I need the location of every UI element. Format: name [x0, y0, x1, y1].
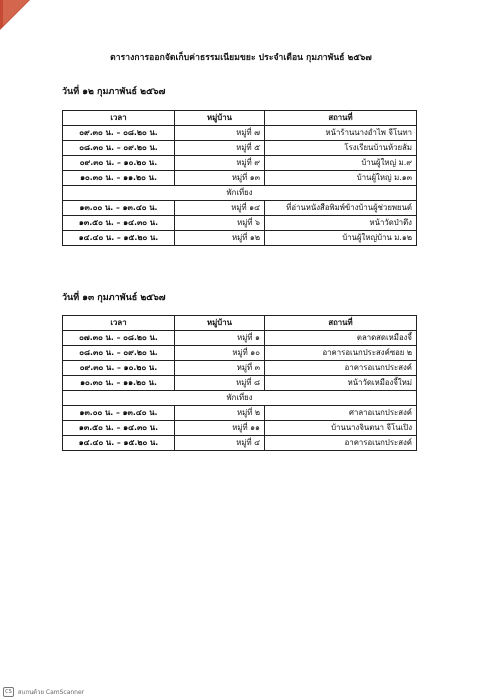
- village-cell: หมู่ที่ ๖: [175, 216, 265, 231]
- time-cell: ๑๓.๐๐ น. – ๑๓.๔๐ น.: [63, 406, 175, 421]
- time-cell: ๐๘.๓๐ น. – ๐๙.๒๐ น.: [63, 346, 175, 361]
- time-cell: ๑๐.๓๐ น. – ๑๑.๒๐ น.: [63, 376, 175, 391]
- scanner-watermark-text: สแกนด้วย CamScanner: [17, 688, 85, 696]
- location-cell: อาคารอเนกประสงค์ซอย ๒: [265, 346, 417, 361]
- time-cell: ๐๙.๓๐ น. – ๑๐.๒๐ น.: [63, 156, 175, 171]
- time-cell: ๐๗.๓๐ น. – ๐๘.๒๐ น.: [63, 331, 175, 346]
- lunch-break-row: [63, 186, 417, 201]
- location-cell: อาคารอเนกประสงค์: [265, 436, 417, 451]
- village-cell: หมู่ที่ ๕: [175, 141, 265, 156]
- day1-schedule-table: [62, 110, 417, 246]
- header-location: สถานที่: [265, 316, 417, 331]
- village-cell: หมู่ที่ ๓: [175, 361, 265, 376]
- table-row: [63, 126, 417, 141]
- header-village: หมู่บ้าน: [175, 316, 265, 331]
- time-cell: ๑๔.๔๐ น. – ๑๕.๒๐ น.: [63, 436, 175, 451]
- lunch-break-cell: พักเที่ยง: [63, 391, 417, 406]
- day2-schedule-table: [62, 315, 417, 451]
- location-cell: บ้านผู้ใหญ่ ม.๑๓: [265, 171, 417, 186]
- time-cell: ๑๐.๓๐ น. – ๑๑.๒๐ น.: [63, 171, 175, 186]
- table-row: [63, 436, 417, 451]
- table-row: [63, 331, 417, 346]
- table-row: [63, 171, 417, 186]
- lunch-break-row: [63, 391, 417, 406]
- day1-heading: วันที่ ๑๒ กุมภาพันธ์ ๒๕๖๗: [62, 87, 166, 97]
- location-cell: หน้าวัดป่าตึง: [265, 216, 417, 231]
- table-row: [63, 361, 417, 376]
- location-cell: บ้านนางจินตนา จีโนเปิง: [265, 421, 417, 436]
- document-title: ตารางการออกจัดเก็บค่าธรรมเนียมขยะ ประจำเดือน กุมภาพันธ์ ๒๕๖๗: [110, 53, 372, 63]
- table-row: [63, 376, 417, 391]
- location-cell: ศาลาอเนกประสงค์: [265, 406, 417, 421]
- time-cell: ๑๔.๔๐ น. – ๑๕.๒๐ น.: [63, 231, 175, 246]
- village-cell: หมู่ที่ ๑๓: [175, 171, 265, 186]
- lunch-break-cell: พักเที่ยง: [63, 186, 417, 201]
- village-cell: หมู่ที่ ๒: [175, 406, 265, 421]
- table-row: [63, 201, 417, 216]
- location-cell: บ้านผู้ใหญ่ ม.๙: [265, 156, 417, 171]
- time-cell: ๑๓.๕๐ น. – ๑๔.๓๐ น.: [63, 216, 175, 231]
- header-location: สถานที่: [265, 111, 417, 126]
- location-cell: ตลาดสดเหมืองจี้: [265, 331, 417, 346]
- village-cell: หมู่ที่ ๗: [175, 126, 265, 141]
- village-cell: หมู่ที่ ๙: [175, 156, 265, 171]
- day2-heading: วันที่ ๑๓ กุมภาพันธ์ ๒๕๖๗: [62, 293, 166, 303]
- camscanner-logo-icon: CS: [3, 687, 14, 697]
- scanner-watermark: [3, 687, 84, 698]
- table-row: [63, 216, 417, 231]
- location-cell: หน้าร้านนางอำไพ จีโนทา: [265, 126, 417, 141]
- location-cell: โรงเรียนบ้านห้วยส้ม: [265, 141, 417, 156]
- header-village: หมู่บ้าน: [175, 111, 265, 126]
- time-cell: ๐๙.๓๐ น. – ๐๘.๒๐ น.: [63, 126, 175, 141]
- village-cell: หมู่ที่ ๘: [175, 376, 265, 391]
- table-row: [63, 406, 417, 421]
- time-cell: ๐๙.๓๐ น. – ๑๐.๒๐ น.: [63, 361, 175, 376]
- table-row: [63, 231, 417, 246]
- location-cell: ที่อ่านหนังสือพิมพ์ข้างบ้านผู้ช่วยพยนต์: [265, 201, 417, 216]
- location-cell: บ้านผู้ใหญ่บ้าน ม.๑๒: [265, 231, 417, 246]
- time-cell: ๑๓.๕๐ น. – ๑๔.๓๐ น.: [63, 421, 175, 436]
- table-row: [63, 346, 417, 361]
- header-time: เวลา: [63, 111, 175, 126]
- corner-fold-highlight: [3, 0, 29, 26]
- time-cell: ๑๓.๐๐ น. – ๑๓.๔๐ น.: [63, 201, 175, 216]
- table-header-row: [63, 111, 417, 126]
- location-cell: อาคารอเนกประสงค์: [265, 361, 417, 376]
- village-cell: หมู่ที่ ๑๒: [175, 231, 265, 246]
- village-cell: หมู่ที่ ๑๑: [175, 421, 265, 436]
- table-row: [63, 421, 417, 436]
- village-cell: หมู่ที่ ๔: [175, 436, 265, 451]
- village-cell: หมู่ที่ ๑๐: [175, 346, 265, 361]
- table-header-row: [63, 316, 417, 331]
- village-cell: หมู่ที่ ๑: [175, 331, 265, 346]
- header-time: เวลา: [63, 316, 175, 331]
- table-row: [63, 141, 417, 156]
- time-cell: ๐๘.๓๐ น. – ๐๙.๒๐ น.: [63, 141, 175, 156]
- table-row: [63, 156, 417, 171]
- village-cell: หมู่ที่ ๑๔: [175, 201, 265, 216]
- location-cell: หน้าวัดเหมืองจี้ใหม่: [265, 376, 417, 391]
